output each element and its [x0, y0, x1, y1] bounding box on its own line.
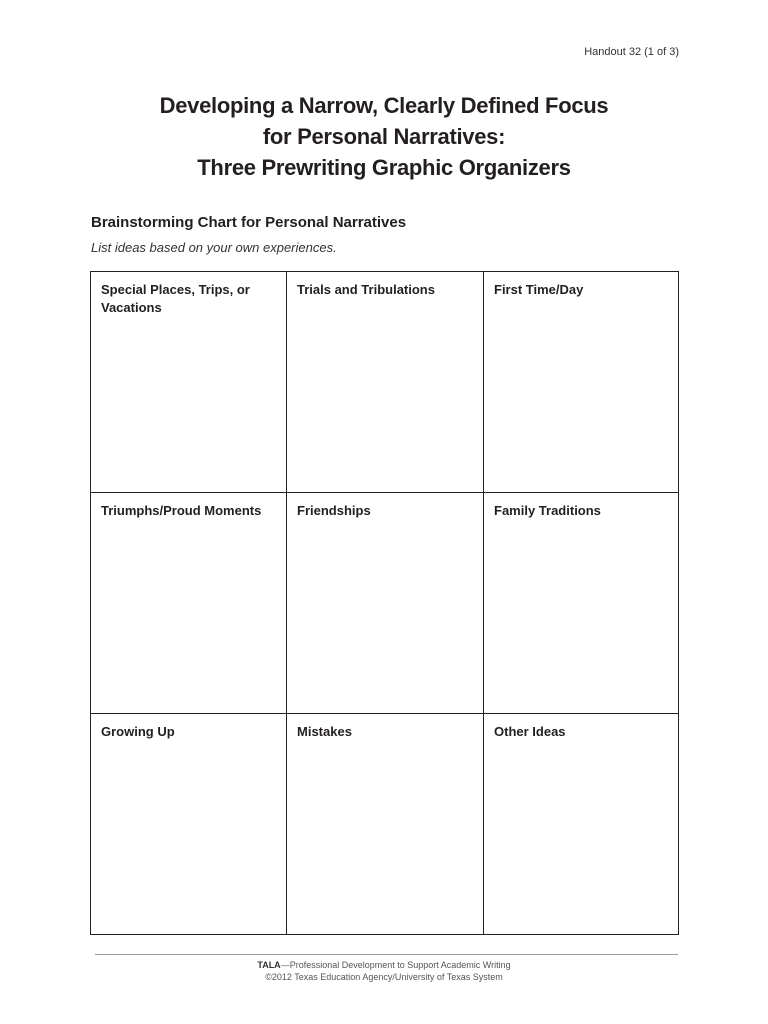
chart-cell-other-ideas[interactable] — [484, 714, 678, 934]
cell-label: Family Traditions — [494, 503, 601, 518]
cell-label: Triumphs/Proud Moments — [101, 503, 262, 518]
section-instructions: List ideas based on your own experiences. — [91, 240, 337, 255]
cell-label: Friendships — [297, 503, 371, 518]
title-line-1: Developing a Narrow, Clearly Defined Focus — [159, 93, 609, 118]
chart-cell-special-places[interactable] — [91, 272, 287, 493]
cell-label: Growing Up — [101, 724, 175, 739]
chart-cell-mistakes[interactable] — [287, 714, 484, 934]
chart-cell-friendships[interactable] — [287, 493, 484, 714]
handout-number: Handout 32 (1 of 3) — [584, 46, 679, 58]
footer-copyright: ©2012 Texas Education Agency/University of Texas System — [265, 972, 503, 982]
footer-divider — [95, 954, 678, 955]
footer-line-1 — [0, 959, 768, 971]
chart-cell-family-traditions[interactable] — [484, 493, 678, 714]
footer — [0, 959, 768, 983]
brainstorming-chart — [90, 271, 679, 935]
footer-brand: TALA — [257, 960, 281, 970]
section-heading: Brainstorming Chart for Personal Narratives — [91, 214, 407, 231]
title-line-3: Three Prewriting Graphic Organizers — [197, 155, 571, 180]
chart-cell-trials[interactable] — [287, 272, 484, 493]
chart-cell-growing-up[interactable] — [91, 714, 287, 934]
page-title — [0, 90, 768, 183]
title-line-2: for Personal Narratives: — [262, 124, 506, 149]
cell-label: Mistakes — [297, 724, 352, 739]
cell-label: Special Places, Trips, or Vacations — [101, 282, 250, 315]
cell-label: First Time/Day — [494, 282, 584, 297]
cell-label: Trials and Tribulations — [297, 282, 435, 297]
footer-subtitle: —Professional Development to Support Academic Writing — [280, 960, 511, 970]
chart-cell-first-time[interactable] — [484, 272, 678, 493]
chart-cell-triumphs[interactable] — [91, 493, 287, 714]
cell-label: Other Ideas — [494, 724, 566, 739]
